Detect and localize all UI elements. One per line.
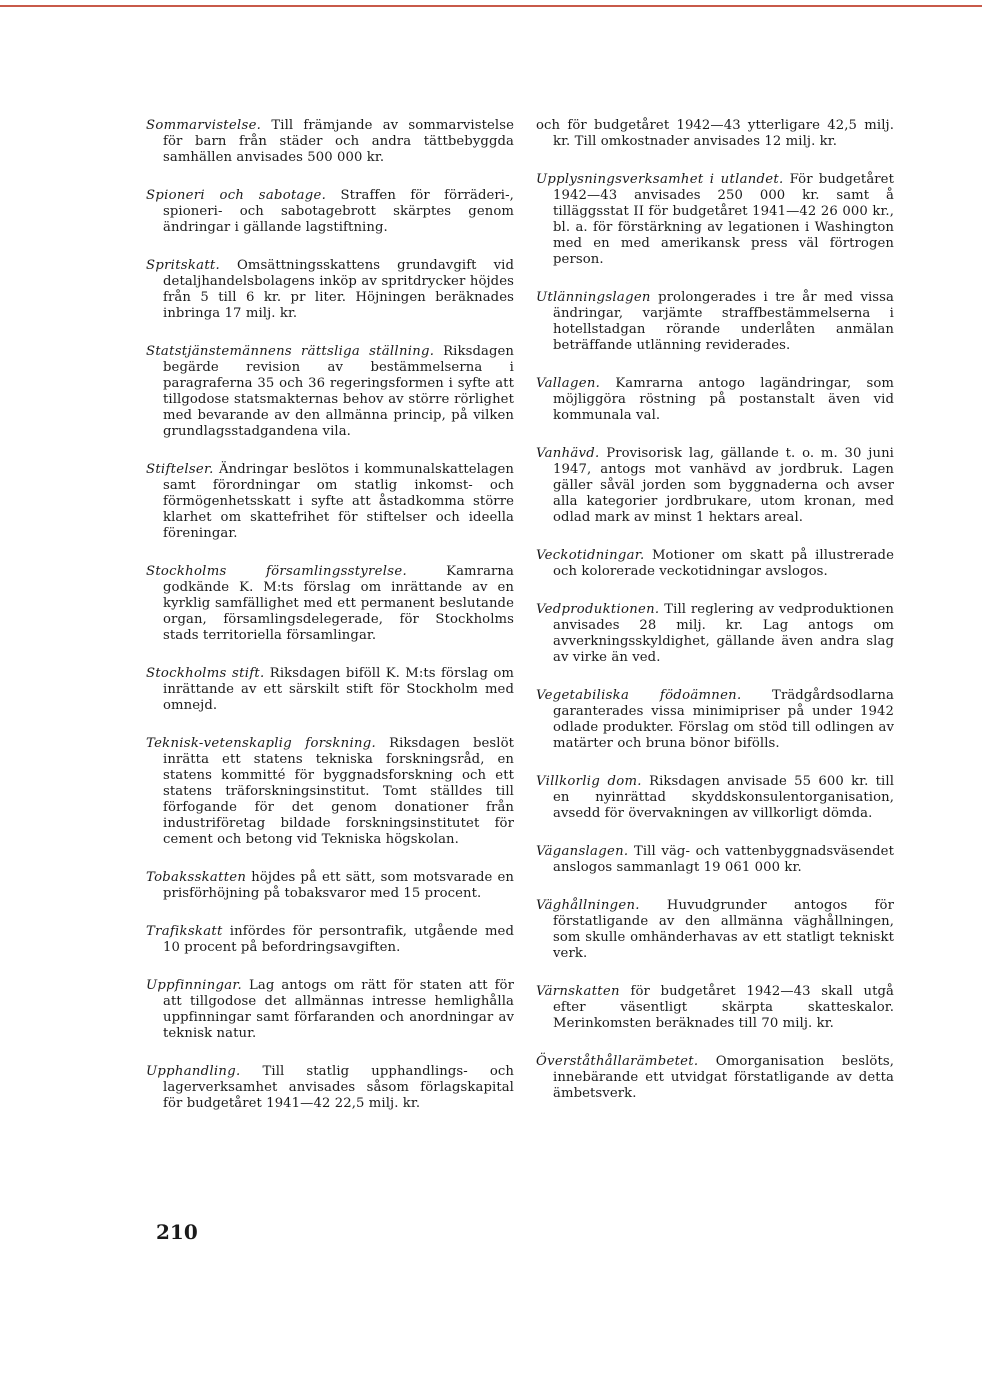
entry-term: Vanhävd.: [536, 446, 600, 461]
entry-text: Trädgårdsodlarna garanterades vissa minimipriser på under 1942 odlade produkter. Förslag om stöd till odlingen av matärter och bruna bönor bifölls.: [553, 688, 894, 751]
entry-vedproduktionen: [536, 602, 894, 666]
entry-continuation: [536, 118, 894, 150]
entry-term: Upplysningsverksamhet i utlandet.: [536, 172, 784, 187]
entry-sommarvistelse: [146, 118, 514, 166]
entry-text: Motioner om skatt på illustrerade och kolorerade veckotidningar avslogos.: [553, 548, 894, 579]
entry-term: Väghållningen.: [536, 898, 640, 913]
right-column: [536, 118, 894, 1124]
entry-term: Spritskatt.: [146, 258, 221, 273]
entry-text: Till reglering av vedproduktionen anvisades 28 milj. kr. Lag antogs om avverkningsskyldighet, gällande även andra slag av virke än ved.: [553, 602, 894, 665]
entry-term: Stockholms församlingsstyrelse.: [146, 564, 407, 579]
entry-text: och för budgetåret 1942—43 ytterligare 42,5 milj. kr. Till omkostnader anvisades 12 milj. kr.: [536, 118, 894, 149]
entry-vaganslagen: [536, 844, 894, 876]
entry-utlanningslagen: [536, 290, 894, 354]
page-number: 210: [156, 1220, 198, 1244]
entry-text: Huvudgrunder antogos för förstatligande av den allmänna väghållningen, som skulle omhänderhavas av ett statligt tekniskt verk.: [553, 898, 894, 961]
entry-term: Värnskatten: [536, 984, 620, 999]
entry-vanhavd: [536, 446, 894, 526]
entry-term: Utlänningslagen: [536, 290, 651, 305]
entry-term: Teknisk-vetenskaplig forskning.: [146, 736, 377, 751]
left-column: [146, 118, 514, 1134]
entry-term: Överståthållarämbetet.: [536, 1054, 699, 1069]
entry-term: Väganslagen.: [536, 844, 629, 859]
entry-text: infördes för persontrafik, utgående med 10 procent på befordringsavgiften.: [163, 924, 515, 955]
entry-spritskatt: [146, 258, 514, 322]
entry-term: Villkorlig dom.: [536, 774, 642, 789]
entry-term: Vallagen.: [536, 376, 601, 391]
entry-stockholms-stift: [146, 666, 514, 714]
entry-text: Riksdagen biföll K. M:ts förslag om inrättande av ett särskilt stift för Stockholm med omnejd.: [163, 666, 514, 713]
entry-term: Veckotidningar.: [536, 548, 645, 563]
entry-text: Riksdagen beslöt inrätta ett statens tekniska forskningsråd, en statens kommitté för byggnadsforskning och ett statens träforskningsinstitut. Tomt ställdes till förfogande för det genom donationer från industriföretag bildade forskningsinstitutet för cement och betong vid Tekniska högskolan.: [163, 736, 515, 847]
entry-stiftelser: [146, 462, 514, 542]
entry-term: Trafikskatt: [146, 924, 223, 939]
entry-text: Riksdagen begärde revision av bestämmelserna i paragraferna 35 och 36 regeringsformen i syfte att tillgodose statsmakternas behov av större rörlighet med bevarande av den allmänna princip, på vilken grundlagsstadgandena vila.: [163, 344, 514, 439]
entry-vaghallningen: [536, 898, 894, 962]
entry-trafikskatt: [146, 924, 514, 956]
entry-term: Vedproduktionen.: [536, 602, 660, 617]
entry-uppfinningar: [146, 978, 514, 1042]
entry-text: Till väg- och vattenbyggnadsväsendet anslogos sammanlagt 19 061 000 kr.: [553, 844, 894, 875]
entry-varnskatten: [536, 984, 894, 1032]
entry-spioneri-och-sabotage: [146, 188, 514, 236]
entry-text: Kamrarna godkände K. M:ts förslag om inrättande av en kyrklig samfällighet med ett permanent beslutande organ, församlingsdelegerade, för Stockholms stads territoriella församlingar.: [163, 564, 514, 643]
entry-overstathallarambetet: [536, 1054, 894, 1102]
entry-upphandling: [146, 1064, 514, 1112]
entry-text: Provisorisk lag, gällande t. o. m. 30 juni 1947, antogs mot vanhävd av jordbruk. Lagen gäller såväl jorden som byggnaderna och avser alla kategorier jordbrukare, utom kronan, med odlad mark av minst 1 hektars areal.: [553, 446, 894, 525]
entry-term: Stiftelser.: [146, 462, 214, 477]
entry-text: Omsättningsskattens grundavgift vid detaljhandelsbolagens inköp av spritdrycker höjdes från 5 till 6 kr. pr liter. Höjningen beräknades inbringa 17 milj. kr.: [163, 258, 514, 321]
entry-term: Upphandling.: [146, 1064, 241, 1079]
entry-tobaksskatten: [146, 870, 514, 902]
entry-text: för budgetåret 1942—43 skall utgå efter väsentligt skärpta skatteskalor. Merinkomsten beräknades till 70 milj. kr.: [553, 984, 894, 1031]
entry-teknisk-vetenskaplig-forskning: [146, 736, 514, 848]
entry-text: Lag antogs om rätt för staten att för att tillgodose det allmännas intresse hemlighålla uppfinningar samt förfaranden och anordningar av teknisk natur.: [163, 978, 515, 1041]
entry-term: Sommarvistelse.: [146, 118, 262, 133]
entry-text: höjdes på ett sätt, som motsvarade en prisförhöjning på tobaksvaror med 15 procent.: [163, 870, 514, 901]
entry-stockholms-forsamlingsstyrelse: [146, 564, 514, 644]
entry-term: Stockholms stift.: [146, 666, 265, 681]
entry-term: Uppfinningar.: [146, 978, 243, 993]
entry-term: Vegetabiliska födoämnen.: [536, 688, 742, 703]
entry-text: Omorganisation beslöts, innebärande ett utvidgat förstatligande av detta ämbetsverk.: [553, 1054, 894, 1101]
entry-term: Tobaksskatten: [146, 870, 247, 885]
entry-statstjanstemannens-rattsliga-stallning: [146, 344, 514, 440]
entry-text: prolongerades i tre år med vissa ändringar, varjämte straffbestämmelserna i hotellstadgan rörande underlåten anmälan beträffande utlänning reviderades.: [553, 290, 895, 353]
entry-text: För budgetåret 1942—43 anvisades 250 000 kr. samt å tilläggsstat II för budgetåret 1941—42 26 000 kr., bl. a. för förstärkning av legationen i Washington med en med amerikansk press väl förtrogen person.: [553, 172, 894, 267]
entry-veckotidningar: [536, 548, 894, 580]
top-border-line: [0, 5, 982, 7]
entry-term: Spioneri och sabotage.: [146, 188, 327, 203]
entry-text: Ändringar beslötos i kommunalskattelagen samt förordningar om statlig inkomst- och förmögenhetsskatt i syfte att åstadkomma större klarhet om skattefrihet för stiftelser och ideella föreningar.: [163, 462, 514, 541]
entry-text: Till statlig upphandlings- och lagerverksamhet anvisades såsom förlagskapital för budgetåret 1941—42 22,5 milj. kr.: [163, 1064, 514, 1111]
entry-vallagen: [536, 376, 894, 424]
entry-vegetabiliska-fodoamnen: [536, 688, 894, 752]
entry-upplysningsverksamhet-i-utlandet: [536, 172, 894, 268]
entry-text: Till främjande av sommarvistelse för barn från städer och andra tättbebyggda samhällen anvisades 500 000 kr.: [163, 118, 514, 165]
entry-text: Kamrarna antogo lagändringar, som möjliggöra röstning på postanstalt även vid kommunala val.: [553, 376, 894, 423]
entry-villkorlig-dom: [536, 774, 894, 822]
entry-term: Statstjänstemännens rättsliga ställning.: [146, 344, 435, 359]
entry-text: Straffen för förräderi-, spioneri- och sabotagebrott skärptes genom ändringar i gällande lagstiftning.: [163, 188, 514, 235]
entry-text: Riksdagen anvisade 55 600 kr. till en nyinrättad skyddskonsulentorganisation, avsedd för övervakningen av villkorligt dömda.: [553, 774, 895, 821]
